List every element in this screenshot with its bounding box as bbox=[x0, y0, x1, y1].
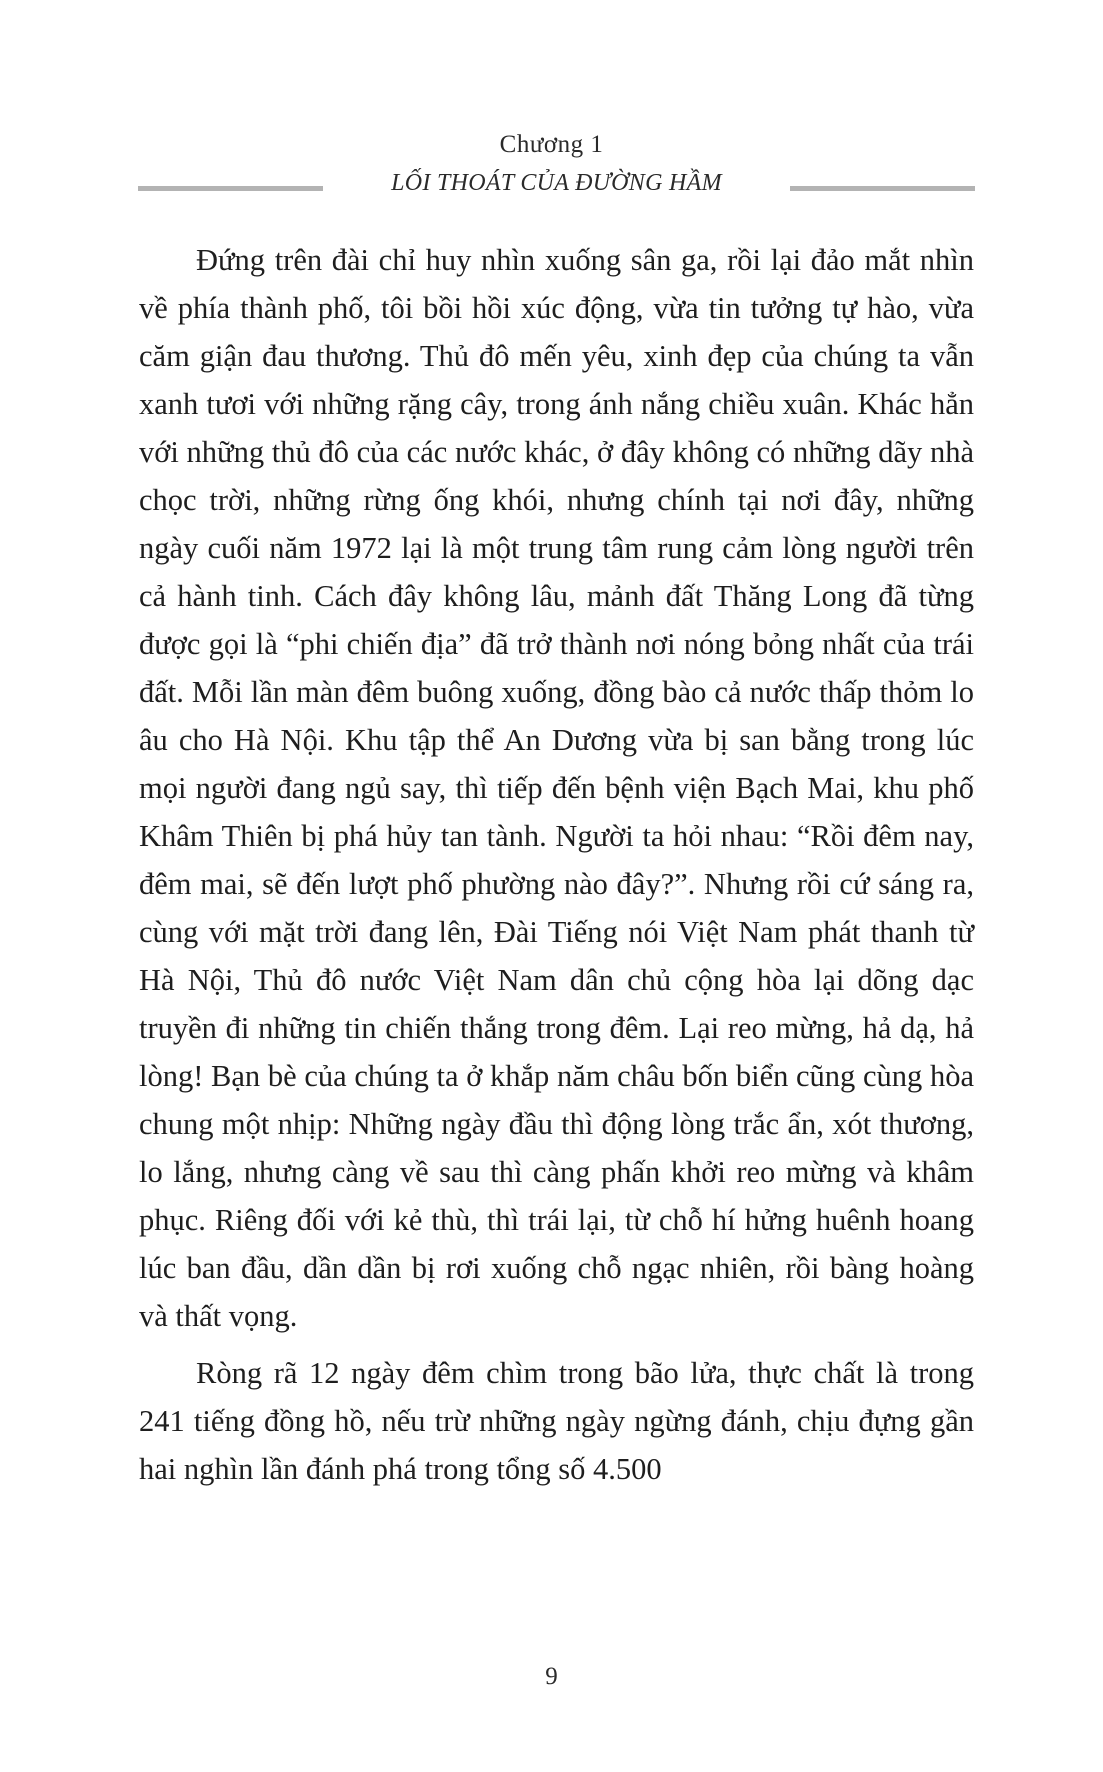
paragraph: Ròng rã 12 ngày đêm chìm trong bão lửa, thực chất là trong 241 tiếng đồng hồ, nếu trừ những ngày ngừng đánh, chịu đựng gần hai nghìn lần đánh phá trong tổng số 4.500 bbox=[139, 1356, 974, 1486]
page-number: 9 bbox=[545, 1663, 558, 1690]
body-text bbox=[139, 236, 974, 1502]
paragraph: Đứng trên đài chỉ huy nhìn xuống sân ga, rồi lại đảo mắt nhìn về phía thành phố, tôi bồi hồi xúc động, vừa tin tưởng tự hào, vừa căm giận đau thương. Thủ đô mến yêu, xinh đẹp của chúng ta vẫn xanh tươi với những rặng cây, trong ánh nắng chiều xuân. Khác hẳn với những thủ đô của các nước khác, ở đây không có những dãy nhà chọc trời, những rừng ống khói, nhưng chính tại nơi đây, những ngày cuối năm 1972 lại là một trung tâm rung cảm lòng người trên cả hành tinh. Cách đây không lâu, mảnh đất Thăng Long đã từng được gọi là “phi chiến địa” đã trở thành nơi nóng bỏng nhất của trái đất. Mỗi lần màn đêm buông xuống, đồng bào cả nước thấp thỏm lo âu cho Hà Nội. Khu tập thể An Dương vừa bị san bằng trong lúc mọi người đang ngủ say, thì tiếp đến bệnh viện Bạch Mai, khu phố Khâm Thiên bị phá hủy tan tành. Người ta hỏi nhau: “Rồi đêm nay, đêm mai, sẽ đến lượt phố phường nào đây?”. Nhưng rồi cứ sáng ra, cùng với mặt trời đang lên, Đài Tiếng nói Việt Nam phát thanh từ Hà Nội, Thủ đô nước Việt Nam dân chủ cộng hòa lại dõng dạc truyền đi những tin chiến thắng trong đêm. Lại reo mừng, hả dạ, hả lòng! Bạn bè của chúng ta ở khắp năm châu bốn biển cũng cùng hòa chung một nhịp: Những ngày đầu thì động lòng trắc ẩn, xót thương, lo lắng, nhưng càng về sau thì càng phấn khởi reo mừng và khâm phục. Riêng đối với kẻ thù, thì trái lại, từ chỗ hí hửng huênh hoang lúc ban đầu, dần dần bị rơi xuống chỗ ngạc nhiên, rồi bàng hoàng và thất vọng. bbox=[139, 243, 974, 1333]
title-rule-right bbox=[790, 186, 975, 191]
chapter-number: Chương 1 bbox=[499, 131, 604, 158]
title-rule-left bbox=[138, 186, 323, 191]
chapter-header bbox=[0, 130, 1103, 200]
chapter-title-row bbox=[0, 166, 1103, 200]
chapter-title: LỐI THOÁT CỦA ĐƯỜNG HẦM bbox=[391, 170, 722, 196]
